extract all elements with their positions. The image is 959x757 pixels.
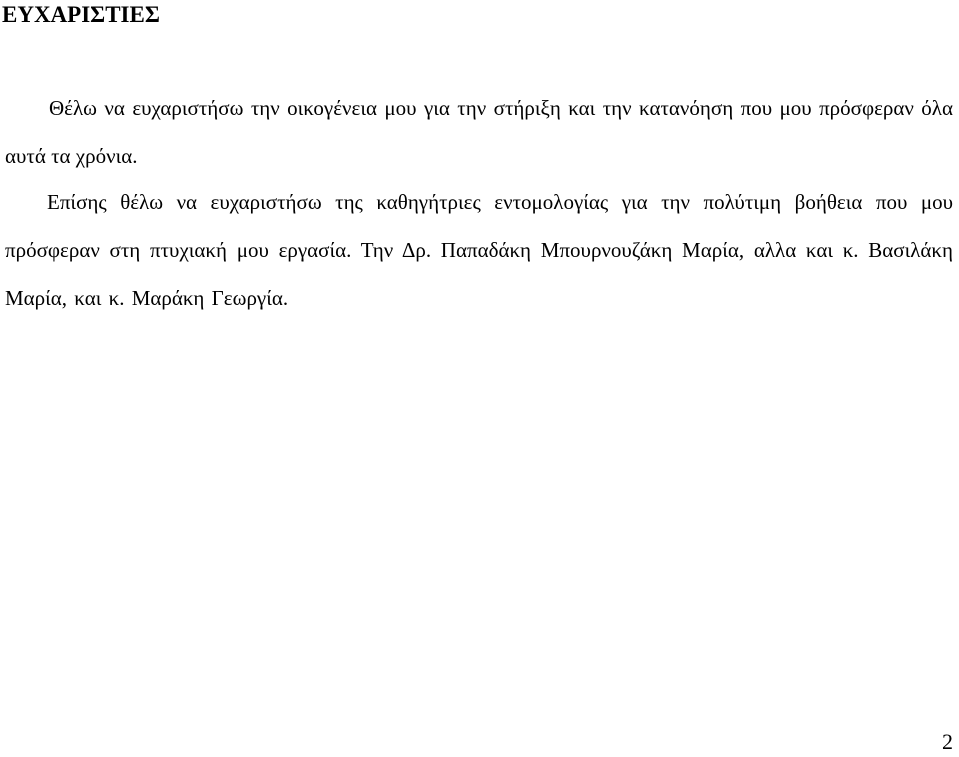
page-title: ΕΥΧΑΡΙΣΤΙΕΣ <box>2 2 160 27</box>
acknowledgement-paragraph-family: Θέλω να ευχαριστήσω την οικογένεια μου για την στήριξη και την κατανόηση που μου πρόσφεραν όλα αυτά τα χρόνια. <box>5 96 953 168</box>
acknowledgement-paragraph-professors: Επίσης θέλω να ευχαριστήσω της καθηγήτριες εντομολογίας για την πολύτιμη βοήθεια που μου πρόσφεραν στη πτυχιακή μου εργασία. Την Δρ. Παπαδάκη Μπουρνουζάκη Μαρία, αλλα και κ. Βασιλάκη Μαρία, και κ. Μαράκη Γεωργία. <box>5 190 953 310</box>
page-number: 2 <box>942 729 953 754</box>
